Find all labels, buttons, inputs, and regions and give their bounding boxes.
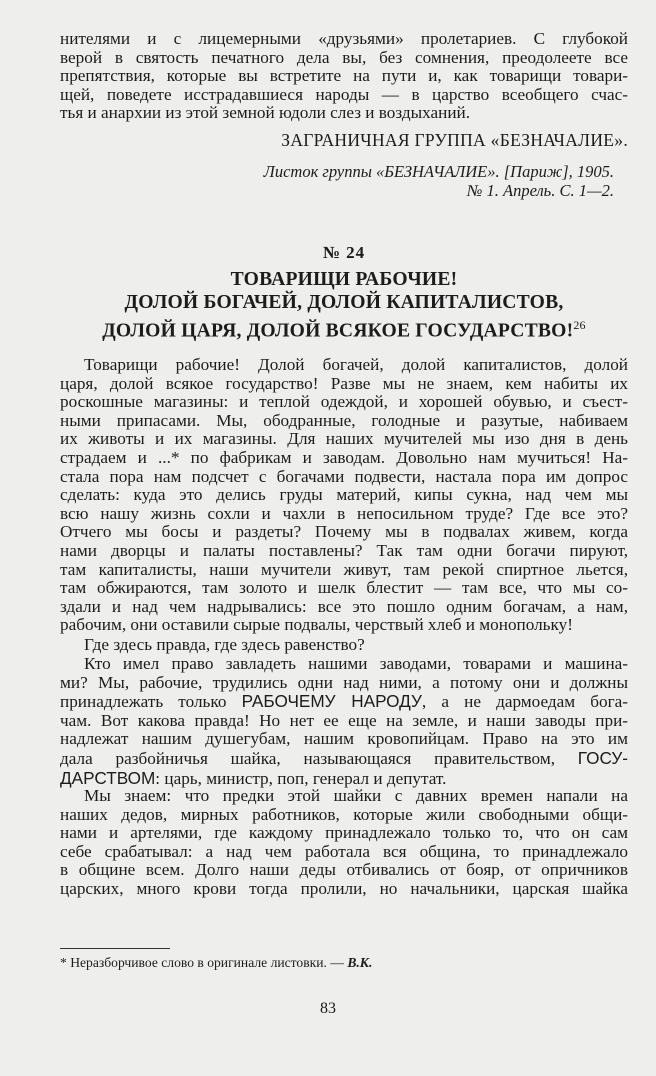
text-line: сделать: куда это делись груды материй, кипы сукна, над чем мы: [60, 485, 628, 505]
text-line: царских, много крови тогда пролили, но начальники, царская шайка: [60, 878, 628, 898]
text-line: страдаем и ...* по фабрикам и заводам. Довольно нам мучиться! На-: [60, 447, 628, 467]
document-headline: [60, 268, 628, 343]
text-fragment: , а не дармоедам бога-: [421, 692, 628, 712]
text-line: там капиталисты, наши мучители живут, там рекой спиртное льется,: [60, 559, 628, 579]
source-reference: [60, 162, 628, 200]
text-fragment: принадлежать только: [60, 692, 242, 712]
text-line: [60, 749, 628, 769]
text-line: чам. Вот какова правда! Но нет ее еще на земле, и наши заводы при-: [60, 710, 628, 730]
page-number: 83: [320, 1000, 336, 1017]
source-line-2: № 1. Апрель. С. 1—2.: [466, 181, 614, 200]
text-line: рабочим, они оставили сырые подвалы, черствый хлеб и монопольку!: [60, 615, 573, 635]
text-line: в общине всем. Долго наши деды отбивались от бояр, от опричников: [60, 860, 628, 880]
text-line: Отчего мы босы и раздеты? Почему мы в подвалах живем, когда: [60, 522, 628, 542]
text-line: себе срабатывал: а над чем работала вся община, то принадлежало: [60, 841, 628, 861]
headline-line-1: ТОВАРИЩИ РАБОЧИЕ!: [230, 269, 458, 290]
text-line: Товарищи рабочие! Долой богачей, долой капиталистов, долой: [84, 355, 628, 374]
text-line: тья и анархии из этой земной юдоли слез и воздыханий.: [60, 103, 471, 123]
paragraph-1: [60, 356, 628, 635]
footnote: [60, 955, 372, 971]
emphasis-text: ДАРСТВОМ: [60, 767, 156, 788]
text-line: Мы знаем: что предки этой шайки с давних времен напали на: [84, 786, 628, 805]
text-line: щей, поведете исстрадавшиеся народы — в царство всеобщего счас-: [60, 84, 628, 104]
text-line: царя, долой всякое государство! Разве мы не знаем, кем набиты их: [60, 373, 628, 393]
text-line: нами и артелями, где каждому принадлежало только то, что он сам: [60, 823, 628, 843]
endnote-reference: 26: [573, 318, 586, 332]
text-line: нителями и с лицемерными «друзьями» пролетариев. С глубокой: [60, 29, 628, 48]
text-line: ными припасами. Мы, ободранные, голодные и разутые, набиваем: [60, 410, 628, 430]
paragraph-3: [60, 655, 628, 788]
headline-line-3: [60, 314, 628, 343]
paragraph-2: [60, 636, 628, 655]
text-line: ми? Мы, рабочие, трудились одни над ними, а потому они и должны: [60, 672, 628, 692]
emphasis-text: ГОСУ-: [577, 747, 628, 768]
text-line: препятствия, которые вы встретите на пути и, как товарищи товари-: [60, 66, 628, 86]
text-line: верой в святость печатного дела вы, без сомнения, преодолеете все: [60, 47, 628, 67]
paragraph-4: [60, 787, 628, 899]
text-line: Где здесь правда, где здесь равенство?: [84, 635, 365, 654]
footnote-text: * Неразборчивое слово в оригинале листовки. —: [60, 955, 348, 970]
text-fragment: : царь, министр, поп, генерал и депутат.: [155, 768, 447, 788]
text-line: надлежат нашим душегубам, нашим кровопийцам. Право на это им: [60, 729, 628, 749]
text-line: всю нашу жизнь сохли и чахли в непосильном труде? Где все это?: [60, 503, 628, 523]
text-line: [60, 692, 628, 712]
text-line: их животы и их магазины. Для наших мучителей мы изо дня в день: [60, 429, 628, 449]
text-line: роскошные магазины: и теплой одеждой, и хорошей обувью, и съест-: [60, 392, 628, 412]
text-line: нами дворцы и палаты поставлены? Так там одни богачи пируют,: [60, 540, 628, 560]
text-line: здали и над чем надрывались: все это пошло одним богачам, а нам,: [60, 596, 628, 616]
text-line: наших дедов, мирных работников, которые жили свободными общи-: [60, 804, 628, 824]
headline-line-3-text: ДОЛОЙ ЦАРЯ, ДОЛОЙ ВСЯКОЕ ГОСУДАРСТВО!: [102, 320, 574, 342]
text-line: стала пора нам подсчет с богачами подвести, настала пора им допрос: [60, 466, 628, 486]
text-line: там обжираются, там золото и шелк блестит — там все, что мы со-: [60, 578, 628, 598]
headline-line-2: ДОЛОЙ БОГАЧЕЙ, ДОЛОЙ КАПИТАЛИСТОВ,: [124, 292, 564, 313]
source-line-1: Листок группы «БЕЗНАЧАЛИЕ». [Париж], 1905.: [263, 162, 614, 181]
text-fragment: дала разбойничья шайка, называющаяся правительством,: [60, 748, 578, 768]
document-number: № 24: [322, 243, 366, 262]
emphasis-text: РАБОЧЕМУ НАРОДУ: [241, 691, 422, 712]
group-signature: ЗАГРАНИЧНАЯ ГРУППА «БЕЗНАЧАЛИЕ».: [281, 130, 628, 150]
top-paragraph: [60, 30, 628, 123]
footnote-initials: В.К.: [347, 955, 373, 970]
text-line: Кто имел право завладеть нашими заводами, товарами и машина-: [84, 654, 628, 673]
footnote-divider: [60, 948, 170, 949]
